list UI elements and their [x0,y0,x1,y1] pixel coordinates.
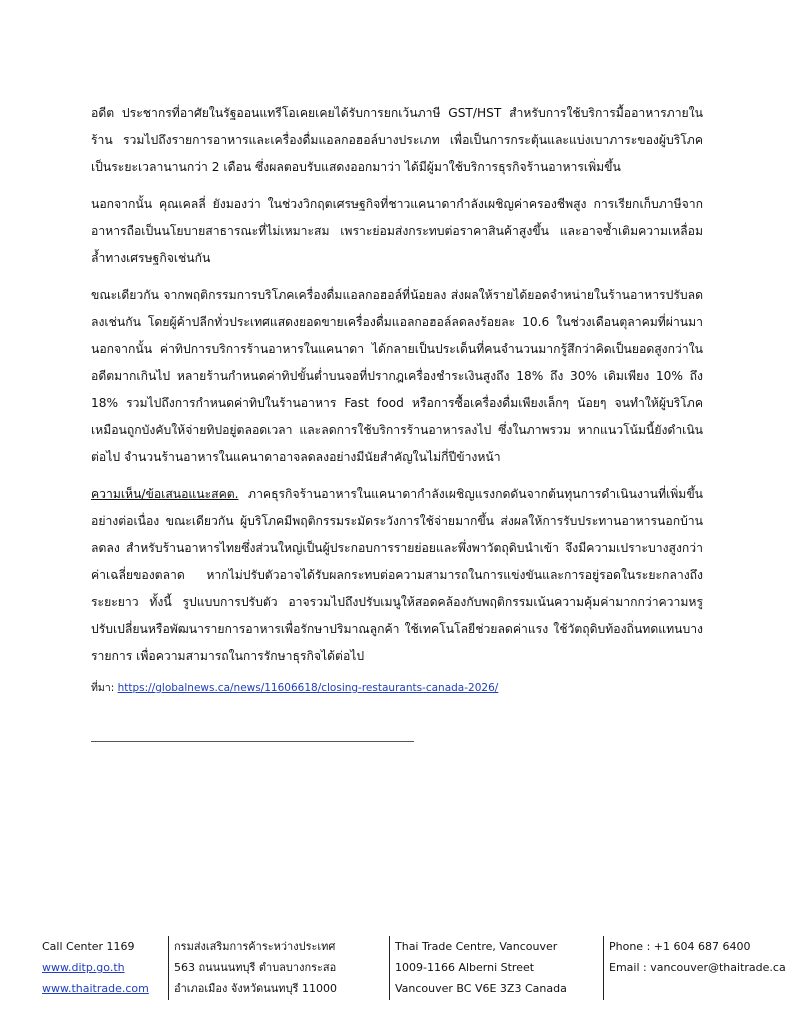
thaitrade-website-link[interactable]: www.thaitrade.com [42,982,149,995]
email-text: Email : vancouver@thaitrade.ca [609,961,786,974]
source-line [91,680,703,696]
footnote-divider [91,741,414,742]
call-center-text: Call Center 1169 [42,940,135,953]
ditp-address-line-2: อำเภอเมือง จังหวัดนนทบุรี 11000 [174,982,337,995]
phone-text: Phone : +1 604 687 6400 [609,940,751,953]
footer-contact-column [42,936,164,1000]
page-footer [42,936,786,1000]
article-body [91,100,703,696]
paragraph-2 [91,191,703,272]
paragraph-2-text: นอกจากนั้น คุณเคลลี่ ยังมองว่า ในช่วงวิกฤตเศรษฐกิจที่ชาวแคนาดากำลังเผชิญค่าครองชีพสูง การเรียกเก็บภาษีจากอาหารถือเป็นนโยบายสาธารณะที่ไม่เหมาะสม เพราะย่อมส่งกระทบต่อราคาสินค้าสูงขึ้น และอาจซ้ำเติมความเหลื่อมล้ำทางเศรษฐกิจเช่นกัน [91,197,703,265]
paragraph-4 [91,481,703,670]
paragraph-4-text: ภาคธุรกิจร้านอาหารในแคนาดากำลังเผชิญแรงกดดันจากต้นทุนการดำเนินงานที่เพิ่มขึ้นอย่างต่อเนื่อง ขณะเดียวกัน ผู้บริโภคมีพฤติกรรมระมัดระวังการใช้จ่ายมากขึ้น ส่งผลให้การรับประทานอาหารนอกบ้านลดลง สำหรับร้านอาหารไทยซึ่งส่วนใหญ่เป็นผู้ประกอบการรายย่อยและพึ่งพาวัตถุดิบนำเข้า จึงมีความเปราะบางสูงกว่าค่าเฉลี่ยของตลาด หากไม่ปรับตัวอาจได้รับผลกระทบต่อความสามารถในการแข่งขันและการอยู่รอดในระยะกลางถึงระยะยาว ทั้งนี้ รูปแบบการปรับตัว อาจรวมไปถึงปรับเมนูให้สอดคล้องกับพฤติกรรมเน้นความคุ้มค่ามากกว่าความหรู ปรับเปลี่ยนหรือพัฒนารายการอาหารเพื่อรักษาปริมาณลูกค้า ใช้เทคโนโลยีช่วยลดค่าแรง ใช้วัตถุดิบท้องถิ่นทดแทนบางรายการ เพื่อความสามารถในการรักษาธุรกิจได้ต่อไป [91,487,703,663]
vancouver-office-name: Thai Trade Centre, Vancouver [395,940,558,953]
recommendation-heading: ความเห็น/ข้อเสนอแนะสคต. [91,487,239,501]
paragraph-3 [91,282,703,471]
source-link[interactable]: https://globalnews.ca/news/11606618/closing-restaurants-canada-2026/ [117,682,499,694]
paragraph-3-text: ขณะเดียวกัน จากพฤติกรรมการบริโภคเครื่องดื่มแอลกอฮอล์ที่น้อยลง ส่งผลให้รายได้ยอดจำหน่ายในร้านอาหารปรับลดลงเช่นกัน โดยผู้ค้าปลีกทั่วประเทศแสดงยอดขายเครื่องดื่มแอลกอฮอล์ลดลงร้อยละ 10.6 ในช่วงเดือนตุลาคมที่ผ่านมา นอกจากนั้น ค่าทิปการบริการร้านอาหารในแคนาดา ได้กลายเป็นประเด็นที่คนจำนวนมากรู้สึกว่าคิดเป็นยอดสูงกว่าในอดีตมากเกินไป หลายร้านกำหนดค่าทิปขั้นต่ำบนจอที่ปรากฎเครื่องชำระเงินสูงถึง 18% ถึง 30% เดิมเพียง 10% ถึง 18% รวมไปถึงการกำหนดค่าทิปในร้านอาหาร Fast food หรือการซื้อเครื่องดื่มเพียงเล็กๆ น้อยๆ จนทำให้ผู้บริโภคเหมือนถูกบังคับให้จ่ายทิปอยู่ตลอดเวลา และลดการใช้บริการร้านอาหารลงไป ซึ่งในภาพรวม หากแนวโน้มนี้ยังดำเนินต่อไป จำนวนร้านอาหารในแคนาดาอาจลดลงอย่างมีนัยสำคัญในไม่กี่ปีข้างหน้า [91,288,703,464]
ditp-address-line-1: 563 ถนนนนทบุรี ตำบลบางกระสอ [174,961,337,974]
vancouver-address-line-2: Vancouver BC V6E 3Z3 Canada [395,982,567,995]
source-label: ที่มา: [91,682,118,694]
footer-vancouver-address-column [389,936,600,1000]
ditp-website-link[interactable]: www.ditp.go.th [42,961,125,974]
ditp-name: กรมส่งเสริมการค้าระหว่างประเทศ [174,940,336,953]
paragraph-1 [91,100,703,181]
footer-phone-email-column [603,936,786,1000]
footer-ditp-address-column [168,936,384,1000]
paragraph-1-text: อดีต ประชากรที่อาศัยในรัฐออนแทรีโอเคยเคยได้รับการยกเว้นภาษี GST/HST สำหรับการใช้บริการมื้ออาหารภายในร้าน รวมไปถึงรายการอาหารและเครื่องดื่มแอลกอฮอล์บางประเภท เพื่อเป็นการกระตุ้นและแบ่งเบาภาระของผู้บริโภคเป็นระยะเวลานานกว่า 2 เดือน ซึ่งผลตอบรับแสดงออกมาว่า ได้มีผู้มาใช้บริการธุรกิจร้านอาหารเพิ่มขึ้น [91,106,703,174]
vancouver-address-line-1: 1009-1166 Alberni Street [395,961,535,974]
